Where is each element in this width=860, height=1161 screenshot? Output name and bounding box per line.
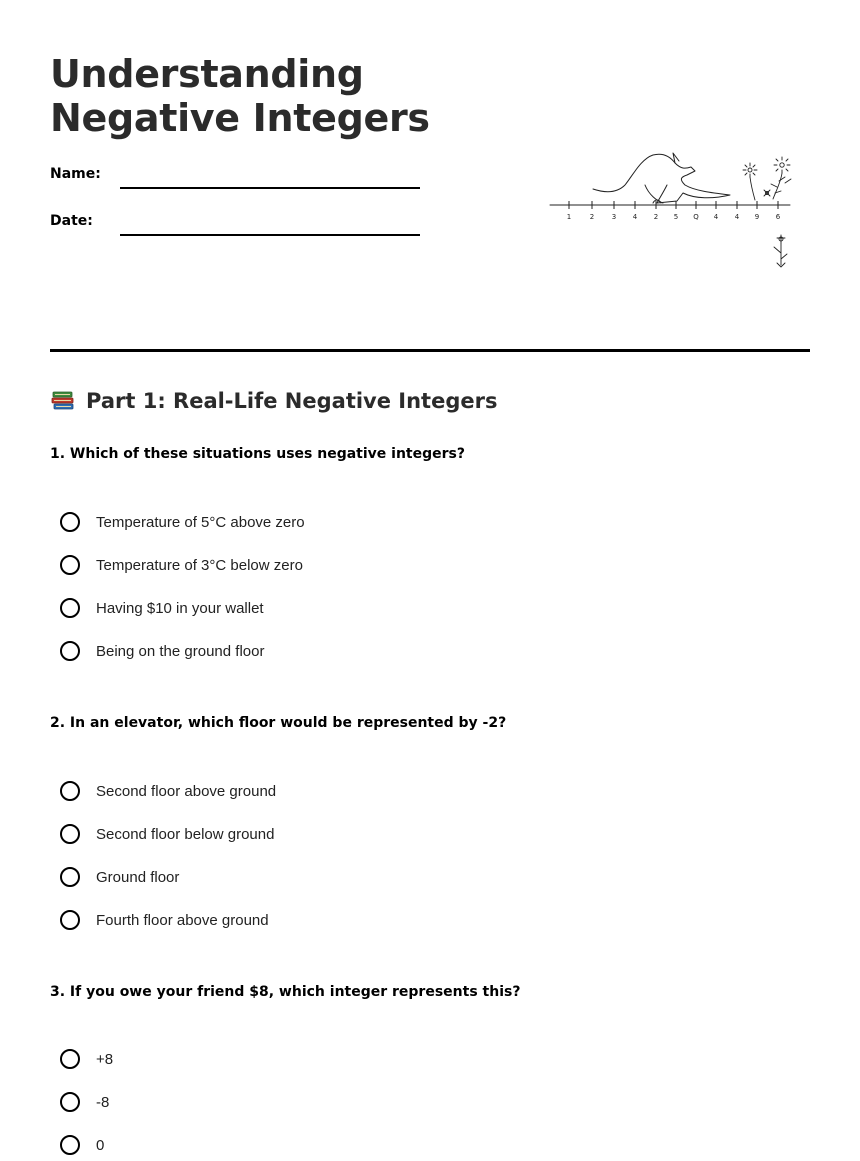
question-3-option-a[interactable]: [60, 1047, 113, 1071]
radio-button[interactable]: [60, 1135, 80, 1155]
option-label: Being on the ground floor: [96, 642, 265, 660]
name-label: Name:: [50, 166, 101, 182]
title-line-1: Understanding: [50, 52, 364, 96]
option-label: Having $10 in your wallet: [96, 599, 264, 617]
question-1-option-a[interactable]: [60, 510, 305, 534]
question-1: 1. Which of these situations uses negative integers?: [50, 446, 465, 462]
option-label: Second floor below ground: [96, 825, 275, 843]
tick-label: 4: [713, 213, 719, 221]
option-label: Second floor above ground: [96, 782, 277, 800]
radio-button[interactable]: [60, 555, 80, 575]
radio-button[interactable]: [60, 1049, 80, 1069]
option-label: Temperature of 5°C above zero: [96, 513, 305, 531]
tick-label: 6: [775, 213, 781, 221]
radio-button[interactable]: [60, 910, 80, 930]
tick-label: 5: [673, 213, 679, 221]
radio-button[interactable]: [60, 512, 80, 532]
question-1-option-c[interactable]: [60, 596, 264, 620]
tick-label: 4: [734, 213, 740, 221]
tick-label: 2: [653, 213, 659, 221]
option-label: 0: [96, 1136, 105, 1154]
part-1-heading: [50, 388, 497, 414]
question-3-option-c[interactable]: [60, 1133, 104, 1157]
radio-button[interactable]: [60, 867, 80, 887]
question-2: 2. In an elevator, which floor would be represented by -2?: [50, 715, 507, 731]
part-1-title: Part 1: Real-Life Negative Integers: [86, 389, 498, 413]
title-line-2: Negative Integers: [50, 96, 430, 140]
question-1-option-d[interactable]: [60, 639, 264, 663]
option-label: -8: [96, 1093, 110, 1111]
question-2-option-c[interactable]: [60, 865, 179, 889]
question-2-option-b[interactable]: [60, 822, 274, 846]
question-3-option-b[interactable]: [60, 1090, 109, 1114]
radio-button[interactable]: [60, 1092, 80, 1112]
section-divider: [50, 349, 810, 352]
tick-label: 2: [589, 213, 595, 221]
question-1-option-b[interactable]: [60, 553, 303, 577]
radio-button[interactable]: [60, 641, 80, 661]
page-title: [50, 52, 430, 140]
option-label: Temperature of 3°C below zero: [96, 556, 303, 574]
tick-label: 3: [611, 213, 617, 221]
date-label: Date:: [50, 213, 93, 229]
option-label: +8: [96, 1050, 114, 1068]
question-2-option-a[interactable]: [60, 779, 276, 803]
radio-button[interactable]: [60, 781, 80, 801]
name-field[interactable]: [120, 187, 420, 189]
tick-label: 9: [754, 213, 760, 221]
tick-label: 4: [632, 213, 638, 221]
date-field[interactable]: [120, 234, 420, 236]
radio-button[interactable]: [60, 598, 80, 618]
question-3: 3. If you owe your friend $8, which integer represents this?: [50, 984, 521, 1000]
question-2-option-d[interactable]: [60, 908, 269, 932]
option-label: Ground floor: [96, 868, 180, 886]
tick-label: 1: [566, 213, 572, 221]
books-icon: [50, 388, 76, 414]
option-label: Fourth floor above ground: [96, 911, 269, 929]
kangaroo-number-line-icon: [545, 145, 795, 275]
radio-button[interactable]: [60, 824, 80, 844]
tick-label: Q: [693, 213, 699, 221]
